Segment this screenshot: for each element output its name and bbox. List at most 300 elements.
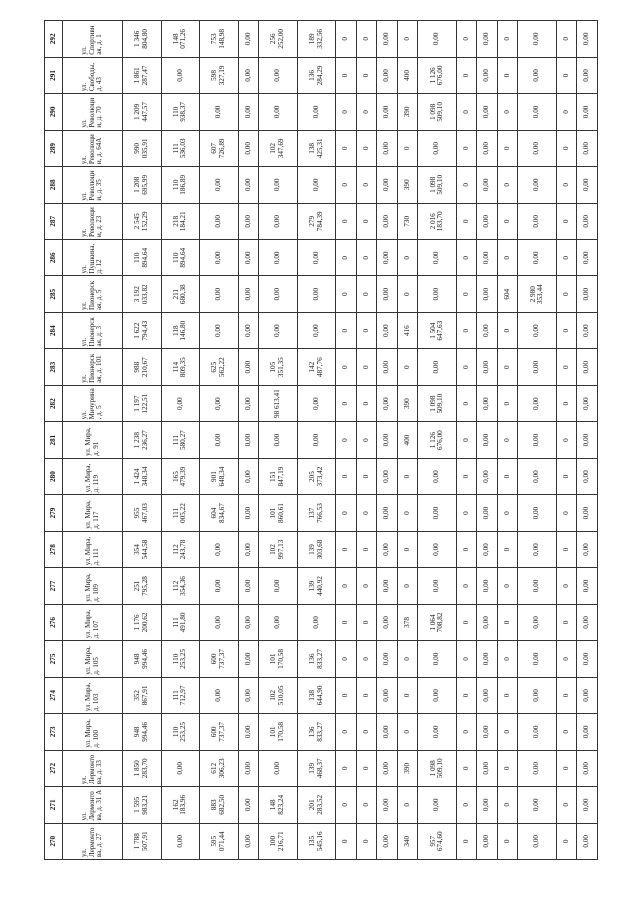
row-number-cell: 283	[45, 349, 63, 385]
address-cell: ул. Революции, д. 64А	[63, 130, 123, 166]
value-cell: 0	[497, 312, 517, 348]
value-cell: 0	[456, 21, 476, 58]
value-cell: 0,00	[577, 604, 598, 640]
value-cell: 1 197 122,51	[123, 385, 162, 421]
value-cell: 1 126 676,00	[418, 57, 457, 93]
value-cell: 0	[497, 57, 517, 93]
row-number-cell: 270	[45, 823, 63, 859]
address-cell: ул. Мира, д. 111	[63, 531, 123, 567]
address-cell: ул. Свободы, д. 43	[63, 57, 123, 93]
value-cell: 0,00	[161, 750, 200, 786]
value-cell: 607 726,89	[200, 130, 239, 166]
value-cell: 0,00	[477, 167, 497, 203]
value-cell: 0	[356, 568, 376, 604]
value-cell: 0,00	[377, 203, 397, 239]
value-cell: 1 595 983,21	[123, 787, 162, 823]
value-cell: 990 035,91	[123, 130, 162, 166]
value-cell: 3 192 033,82	[123, 276, 162, 312]
value-cell: 948 994,46	[123, 714, 162, 750]
value-cell: 0,00	[238, 823, 258, 859]
value-cell: 604	[497, 276, 517, 312]
value-cell: 0,00	[377, 349, 397, 385]
value-cell: 0,00	[297, 422, 336, 458]
table-row	[377, 21, 397, 860]
value-cell: 0	[556, 57, 576, 93]
value-cell: 0	[336, 240, 356, 276]
value-cell: 0,00	[518, 167, 557, 203]
value-cell: 0	[497, 604, 517, 640]
value-cell: 0,00	[377, 531, 397, 567]
value-cell: 0	[556, 823, 576, 859]
value-cell: 0	[336, 57, 356, 93]
table-row	[161, 21, 200, 860]
value-cell: 0	[456, 276, 476, 312]
value-cell: 151 847,19	[259, 458, 298, 494]
value-cell: 1 098 509,10	[418, 385, 457, 421]
value-cell: 0	[397, 21, 417, 58]
value-cell: 0	[397, 495, 417, 531]
value-cell: 0	[336, 495, 356, 531]
value-cell: 0,00	[238, 568, 258, 604]
value-cell: 0,00	[238, 203, 258, 239]
value-cell: 111 536,03	[161, 130, 200, 166]
value-cell: 0,00	[200, 312, 239, 348]
value-cell: 0	[456, 203, 476, 239]
value-cell: 0	[497, 823, 517, 859]
value-cell: 0,00	[238, 240, 258, 276]
value-cell: 340	[397, 823, 417, 859]
value-cell: 0,00	[238, 714, 258, 750]
value-cell: 137 766,53	[297, 495, 336, 531]
value-cell: 0,00	[238, 349, 258, 385]
value-cell: 0,00	[377, 276, 397, 312]
value-cell: 390	[397, 94, 417, 130]
value-cell: 0	[556, 422, 576, 458]
value-cell: 988 210,67	[123, 349, 162, 385]
value-cell: 0,00	[259, 94, 298, 130]
value-cell: 0,00	[297, 94, 336, 130]
value-cell: 0,00	[477, 750, 497, 786]
value-cell: 111 491,80	[161, 604, 200, 640]
value-cell: 0,00	[238, 21, 258, 58]
value-cell: 135 545,16	[297, 823, 336, 859]
value-cell: 111 580,27	[161, 422, 200, 458]
value-cell: 400	[397, 422, 417, 458]
value-cell: 0	[456, 349, 476, 385]
value-cell: 0	[397, 240, 417, 276]
value-cell: 0,00	[577, 349, 598, 385]
value-cell: 0	[497, 787, 517, 823]
value-cell: 0,00	[161, 57, 200, 93]
value-cell: 0	[356, 167, 376, 203]
value-cell: 1 098 509,10	[418, 750, 457, 786]
value-cell: 110 253,25	[161, 714, 200, 750]
value-cell: 0,00	[418, 568, 457, 604]
value-cell: 598 327,19	[200, 57, 239, 93]
value-cell: 0,00	[200, 167, 239, 203]
value-cell: 0	[497, 94, 517, 130]
value-cell: 0,00	[518, 349, 557, 385]
value-cell: 0,00	[200, 568, 239, 604]
value-cell: 1 504 647,63	[418, 312, 457, 348]
value-cell: 0	[556, 604, 576, 640]
table-row	[397, 21, 417, 860]
value-cell: 0,00	[518, 568, 557, 604]
value-cell: 0,00	[238, 276, 258, 312]
value-cell: 352 867,91	[123, 677, 162, 713]
value-cell: 1 850 283,70	[123, 750, 162, 786]
value-cell: 390	[397, 167, 417, 203]
value-cell: 0	[556, 312, 576, 348]
value-cell: 0,00	[297, 276, 336, 312]
value-cell: 189 332,56	[297, 21, 336, 58]
value-cell: 148 823,24	[259, 787, 298, 823]
address-cell: ул. Революции, д. 35	[63, 167, 123, 203]
value-cell: 0,00	[200, 422, 239, 458]
value-cell: 0,00	[377, 714, 397, 750]
value-cell: 0,00	[238, 458, 258, 494]
value-cell: 1 126 676,00	[418, 422, 457, 458]
value-cell: 0	[497, 641, 517, 677]
value-cell: 0	[397, 568, 417, 604]
value-cell: 0,00	[477, 57, 497, 93]
value-cell: 0	[336, 568, 356, 604]
value-cell: 0	[356, 349, 376, 385]
value-cell: 600 737,37	[200, 641, 239, 677]
value-cell: 0,00	[377, 604, 397, 640]
value-cell: 0	[456, 385, 476, 421]
value-cell: 0,00	[238, 94, 258, 130]
value-cell: 1 098 509,10	[418, 94, 457, 130]
value-cell: 0	[556, 750, 576, 786]
value-cell: 1 788 507,91	[123, 823, 162, 859]
value-cell: 0	[356, 750, 376, 786]
value-cell: 110 253,25	[161, 641, 200, 677]
value-cell: 0	[456, 495, 476, 531]
value-cell: 0	[336, 276, 356, 312]
value-cell: 0,00	[577, 21, 598, 58]
value-cell: 416	[397, 312, 417, 348]
value-cell: 0,00	[518, 458, 557, 494]
address-cell: ул. Мира, д. 109	[63, 568, 123, 604]
value-cell: 0	[456, 823, 476, 859]
value-cell: 0,00	[518, 312, 557, 348]
value-cell: 0	[497, 677, 517, 713]
value-cell: 148 071,26	[161, 21, 200, 58]
value-cell: 0	[456, 641, 476, 677]
value-cell: 0,00	[377, 167, 397, 203]
value-cell: 0	[397, 677, 417, 713]
value-cell: 1 208 695,99	[123, 167, 162, 203]
repair-cost-table	[44, 20, 598, 860]
value-cell: 0,00	[477, 787, 497, 823]
value-cell: 0	[456, 422, 476, 458]
value-cell: 0,00	[577, 823, 598, 859]
value-cell: 98 613,41	[259, 385, 298, 421]
value-cell: 0,00	[200, 677, 239, 713]
value-cell: 279 784,39	[297, 203, 336, 239]
table-row	[259, 21, 298, 860]
address-cell: ул. Спортивная, д. 1	[63, 21, 123, 58]
table-row	[200, 21, 239, 860]
value-cell: 0	[556, 568, 576, 604]
address-cell: ул. Лермонтова, д. 27	[63, 823, 123, 859]
value-cell: 0	[556, 641, 576, 677]
value-cell: 0	[356, 21, 376, 58]
value-cell: 0,00	[377, 750, 397, 786]
value-cell: 955 467,03	[123, 495, 162, 531]
value-cell: 211 680,38	[161, 276, 200, 312]
value-cell: 102 510,05	[259, 677, 298, 713]
row-number-cell: 280	[45, 458, 63, 494]
value-cell: 0,00	[518, 240, 557, 276]
value-cell: 0	[356, 495, 376, 531]
value-cell: 0,00	[477, 240, 497, 276]
value-cell: 0,00	[377, 677, 397, 713]
value-cell: 139 303,68	[297, 531, 336, 567]
row-number-cell: 278	[45, 531, 63, 567]
value-cell: 0	[497, 714, 517, 750]
value-cell: 0	[356, 604, 376, 640]
value-cell: 0	[397, 130, 417, 166]
value-cell: 625 562,22	[200, 349, 239, 385]
value-cell: 0	[336, 349, 356, 385]
value-cell: 0	[556, 203, 576, 239]
value-cell: 0,00	[200, 604, 239, 640]
value-cell: 0,00	[418, 349, 457, 385]
value-cell: 0	[336, 787, 356, 823]
value-cell: 110 938,37	[161, 94, 200, 130]
value-cell: 0,00	[418, 458, 457, 494]
row-number-cell: 291	[45, 57, 63, 93]
value-cell: 0,00	[238, 57, 258, 93]
value-cell: 0,00	[577, 312, 598, 348]
value-cell: 0,00	[577, 495, 598, 531]
value-cell: 0,00	[518, 604, 557, 640]
value-cell: 0	[556, 130, 576, 166]
value-cell: 0	[456, 458, 476, 494]
address-cell: ул. Мира, д. 91	[63, 422, 123, 458]
value-cell: 400	[397, 57, 417, 93]
value-cell: 112 354,36	[161, 568, 200, 604]
value-cell: 0,00	[577, 385, 598, 421]
value-cell: 100 216,71	[259, 823, 298, 859]
value-cell: 0,00	[477, 531, 497, 567]
value-cell: 0,00	[477, 94, 497, 130]
value-cell: 0,00	[200, 531, 239, 567]
value-cell: 0	[556, 495, 576, 531]
value-cell: 101 170,58	[259, 714, 298, 750]
value-cell: 0,00	[377, 240, 397, 276]
value-cell: 0,00	[518, 750, 557, 786]
value-cell: 0,00	[297, 167, 336, 203]
value-cell: 0,00	[518, 714, 557, 750]
value-cell: 0,00	[477, 823, 497, 859]
value-cell: 0,00	[161, 385, 200, 421]
value-cell: 0,00	[518, 422, 557, 458]
value-cell: 0	[356, 714, 376, 750]
value-cell: 142 487,76	[297, 349, 336, 385]
value-cell: 0,00	[418, 21, 457, 58]
value-cell: 0,00	[418, 531, 457, 567]
value-cell: 0	[556, 240, 576, 276]
value-cell: 0,00	[200, 276, 239, 312]
value-cell: 2 980 353,44	[518, 276, 557, 312]
value-cell: 0,00	[259, 240, 298, 276]
value-cell: 0	[336, 750, 356, 786]
value-cell: 0	[336, 203, 356, 239]
row-number-cell: 282	[45, 385, 63, 421]
value-cell: 0	[336, 167, 356, 203]
value-cell: 0,00	[259, 604, 298, 640]
value-cell: 205 373,42	[297, 458, 336, 494]
table-row	[477, 21, 497, 860]
value-cell: 1 209 447,57	[123, 94, 162, 130]
value-cell: 0,00	[577, 276, 598, 312]
value-cell: 0	[497, 750, 517, 786]
value-cell: 2 016 183,70	[418, 203, 457, 239]
value-cell: 0,00	[238, 641, 258, 677]
value-cell: 0,00	[518, 130, 557, 166]
value-cell: 0,00	[238, 167, 258, 203]
address-cell: ул. Пионерская, д. 5	[63, 276, 123, 312]
value-cell: 0	[356, 385, 376, 421]
value-cell: 0,00	[200, 385, 239, 421]
value-cell: 0	[397, 714, 417, 750]
row-number-cell: 286	[45, 240, 63, 276]
value-cell: 0,00	[238, 130, 258, 166]
value-cell: 0	[356, 312, 376, 348]
row-number-cell: 287	[45, 203, 63, 239]
value-cell: 139 440,92	[297, 568, 336, 604]
value-cell: 0,00	[577, 531, 598, 567]
value-cell: 0	[336, 94, 356, 130]
value-cell: 600 737,37	[200, 714, 239, 750]
value-cell: 0	[456, 568, 476, 604]
table-row	[336, 21, 356, 860]
value-cell: 730	[397, 203, 417, 239]
value-cell: 0,00	[200, 94, 239, 130]
address-cell: ул. Мира, д. 100	[63, 714, 123, 750]
table-row	[577, 21, 598, 860]
value-cell: 0,00	[377, 130, 397, 166]
value-cell: 0,00	[577, 167, 598, 203]
value-cell: 0,00	[377, 458, 397, 494]
value-cell: 101 860,61	[259, 495, 298, 531]
value-cell: 0,00	[577, 240, 598, 276]
value-cell: 136 833,27	[297, 714, 336, 750]
address-cell: ул. Мира, д. 107	[63, 604, 123, 640]
value-cell: 948 994,46	[123, 641, 162, 677]
value-cell: 0	[397, 531, 417, 567]
value-cell: 251 795,28	[123, 568, 162, 604]
value-cell: 138 644,90	[297, 677, 336, 713]
value-cell: 0	[497, 203, 517, 239]
value-cell: 0,00	[238, 422, 258, 458]
value-cell: 883 682,50	[200, 787, 239, 823]
value-cell: 0	[336, 422, 356, 458]
value-cell: 0,00	[477, 312, 497, 348]
value-cell: 0,00	[577, 677, 598, 713]
value-cell: 201 283,52	[297, 787, 336, 823]
value-cell: 110 186,89	[161, 167, 200, 203]
value-cell: 0	[397, 458, 417, 494]
address-cell: ул. Мира, д. 105	[63, 641, 123, 677]
value-cell: 0,00	[297, 604, 336, 640]
value-cell: 0	[456, 312, 476, 348]
value-cell: 0	[456, 677, 476, 713]
value-cell: 256 252,00	[259, 21, 298, 58]
value-cell: 0,00	[377, 312, 397, 348]
value-cell: 0	[356, 823, 376, 859]
value-cell: 0,00	[477, 568, 497, 604]
address-cell: ул. Пионерская, д. 101	[63, 349, 123, 385]
value-cell: 0	[336, 714, 356, 750]
value-cell: 0,00	[377, 57, 397, 93]
table-row	[556, 21, 576, 860]
value-cell: 162 183,96	[161, 787, 200, 823]
value-cell: 0	[336, 312, 356, 348]
value-cell: 0,00	[238, 750, 258, 786]
value-cell: 0	[456, 94, 476, 130]
value-cell: 390	[397, 385, 417, 421]
value-cell: 0,00	[297, 385, 336, 421]
value-cell: 0,00	[418, 714, 457, 750]
value-cell: 0,00	[297, 240, 336, 276]
value-cell: 0	[456, 531, 476, 567]
value-cell: 0	[456, 167, 476, 203]
value-cell: 0	[456, 130, 476, 166]
value-cell: 0	[556, 714, 576, 750]
value-cell: 0	[456, 57, 476, 93]
value-cell: 0	[356, 240, 376, 276]
value-cell: 111 712,97	[161, 677, 200, 713]
value-cell: 0,00	[238, 787, 258, 823]
address-cell: ул. Пушкина, д. 12	[63, 240, 123, 276]
value-cell: 1 176 200,62	[123, 604, 162, 640]
value-cell: 957 674,60	[418, 823, 457, 859]
table-row	[123, 21, 162, 860]
value-cell: 0,00	[238, 385, 258, 421]
value-cell: 0,00	[477, 495, 497, 531]
value-cell: 0	[356, 677, 376, 713]
value-cell: 0,00	[377, 495, 397, 531]
value-cell: 0	[356, 130, 376, 166]
value-cell: 604 834,67	[200, 495, 239, 531]
value-cell: 0	[556, 458, 576, 494]
value-cell: 0	[556, 21, 576, 58]
row-number-cell: 277	[45, 568, 63, 604]
value-cell: 0,00	[200, 240, 239, 276]
value-cell: 0,00	[518, 57, 557, 93]
address-cell: ул. Революции, д. 70	[63, 94, 123, 130]
value-cell: 0,00	[418, 787, 457, 823]
address-cell: ул. Лермонтова, д. 33	[63, 750, 123, 786]
value-cell: 0	[356, 787, 376, 823]
value-cell: 0,00	[259, 568, 298, 604]
value-cell: 0,00	[238, 531, 258, 567]
value-cell: 0,00	[418, 276, 457, 312]
value-cell: 165 479,39	[161, 458, 200, 494]
value-cell: 0,00	[377, 568, 397, 604]
value-cell: 0,00	[477, 276, 497, 312]
value-cell: 0	[356, 458, 376, 494]
value-cell: 0,00	[518, 203, 557, 239]
value-cell: 0,00	[577, 130, 598, 166]
table-row	[418, 21, 457, 860]
value-cell: 0	[336, 823, 356, 859]
address-cell: ул. Революции, д. 23	[63, 203, 123, 239]
